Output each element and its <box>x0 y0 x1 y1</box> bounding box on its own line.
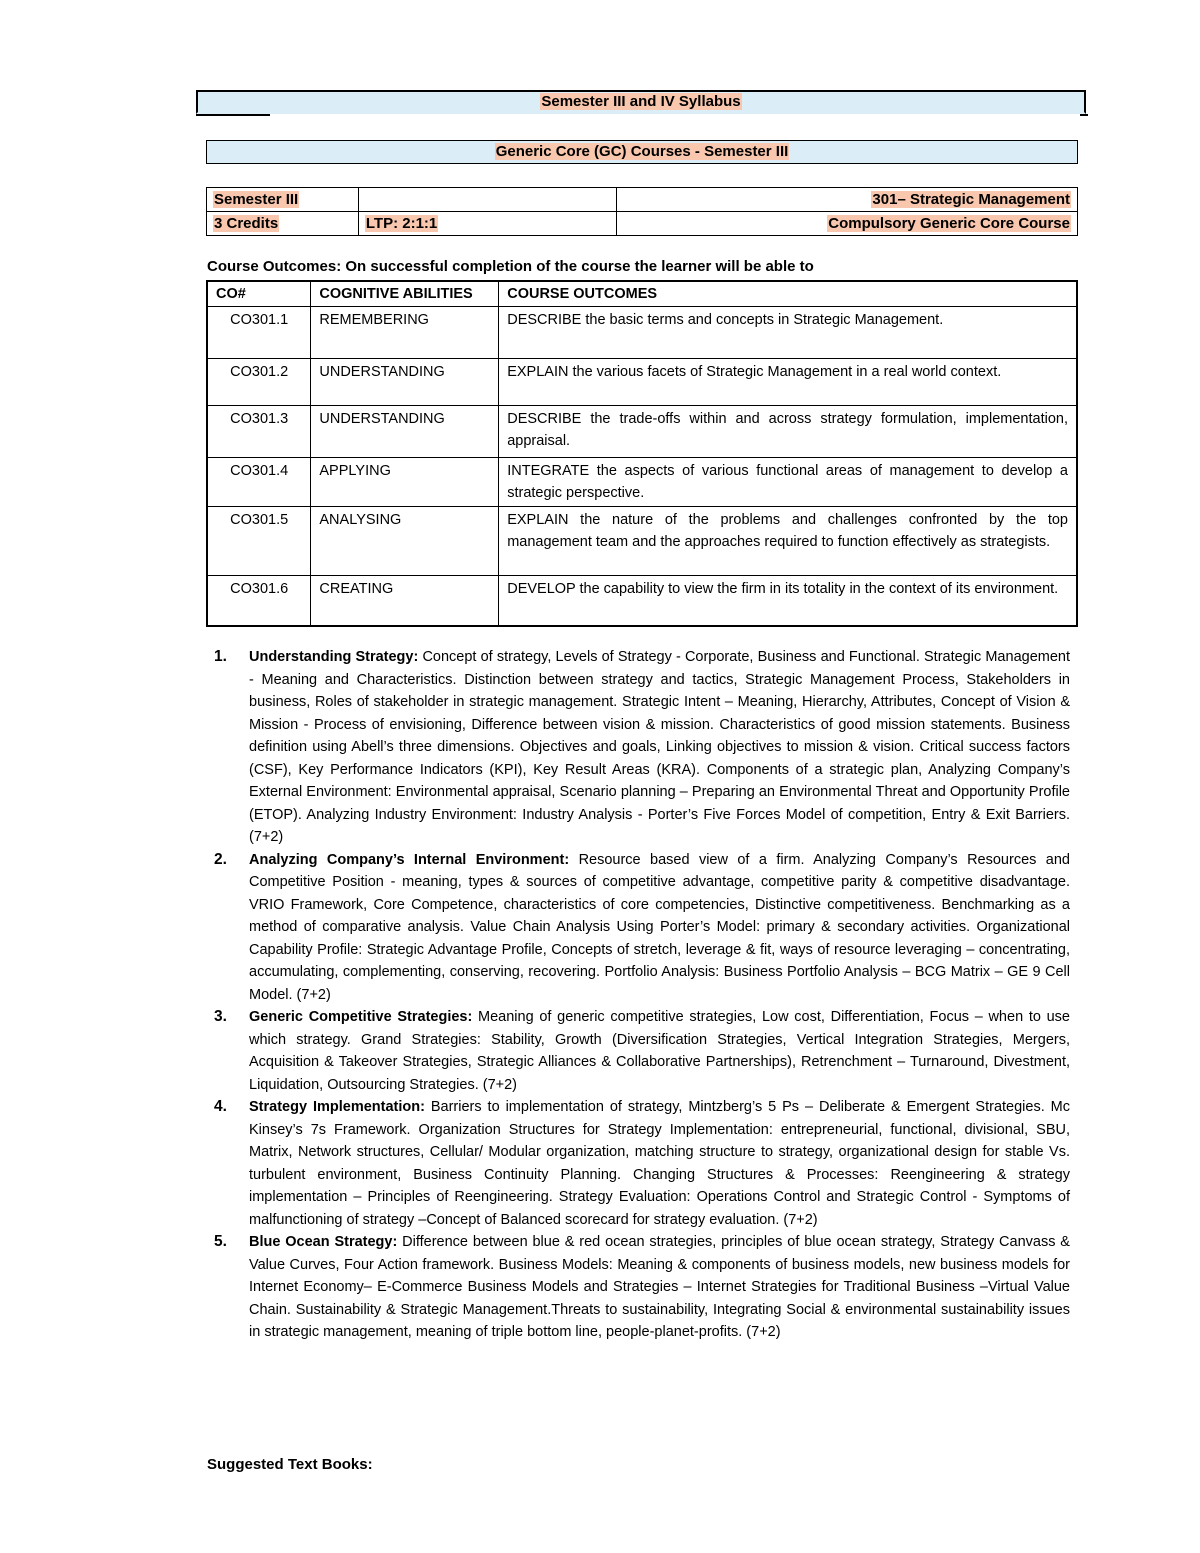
course-type-cell <box>616 212 1077 236</box>
unit-body: Concept of strategy, Levels of Strategy - Corporate, Business and Functional. Strategic Management - Meaning and Characteristics. Distinction between strategy and tactics, Strategic Management Process, Stakeholders in business, Roles of stakeholder in strategic management. Strategic Intent – Meaning, Hierarchy, Attributes, Concept of Vision & Mission - Process of envisioning, Difference between vision & mission. Characteristics of good mission statements. Business definition using Abell’s three dimensions. Objectives and goals, Linking objectives to mission & vision. Critical success factors (CSF), Key Performance Indicators (KPI), Key Result Areas (KRA). Components of a strategic plan, Analyzing Company’s External Environment: Environmental appraisal, Scenario planning – Preparing an Environmental Threat and Opportunity Profile (ETOP). Analyzing Industry Environment: Industry Analysis - Porter’s Five Forces Model of competition, Entry & Exit Barriers. (7+2) <box>249 649 1070 845</box>
table-row <box>207 307 1077 359</box>
co-ability: ANALYSING <box>311 507 499 576</box>
unit-title: Blue Ocean Strategy: <box>249 1234 398 1250</box>
unit-body: Resource based view of a firm. Analyzing Company’s Resources and Competitive Position - meaning, types & sources of competitive advantage, competitive parity & competitive disadvantage. VRIO Framework, Core Competence, characteristics of core competencies, Distinctive competitiveness. Benchmarking as a method of comparative analysis. Value Chain Analysis Using Porter’s Model: primary & secondary activities. Organizational Capability Profile: Strategic Advantage Profile, Concepts of stretch, leverage & fit, ways of resource leveraging – concentrating, accumulating, complementing, conserving, recovering. Portfolio Analysis: Business Portfolio Analysis – BCG Matrix – GE 9 Cell Model. (7+2) <box>249 851 1070 1003</box>
co-outcome: EXPLAIN the nature of the problems and challenges confronted by the top management team and the approaches required to function effectively as strategists. <box>499 507 1077 576</box>
syllabus-banner <box>196 90 1086 114</box>
outcomes-header-row <box>207 281 1077 307</box>
unit-title: Strategy Implementation: <box>249 1099 425 1115</box>
co-outcome: DEVELOP the capability to view the firm in its totality in the context of its environment. <box>499 576 1077 626</box>
unit-number: 4. <box>214 1098 227 1115</box>
course-info-table <box>206 187 1078 236</box>
co-number: CO301.1 <box>207 307 311 359</box>
header-ability: COGNITIVE ABILITIES <box>311 281 499 307</box>
course-outcomes-table <box>206 280 1078 627</box>
course-title-cell <box>616 188 1077 212</box>
section-bar <box>206 140 1078 164</box>
credits-label: 3 Credits <box>214 214 279 232</box>
unit-number: 2. <box>214 850 227 868</box>
banner-underline-right <box>1080 114 1088 116</box>
co-ability: REMEMBERING <box>311 307 499 359</box>
unit-title: Analyzing Company’s Internal Environment: <box>249 851 570 868</box>
list-item <box>214 1096 1070 1231</box>
ltp-label: LTP: 2:1:1 <box>365 214 438 232</box>
co-ability: UNDERSTANDING <box>311 359 499 406</box>
co-number: CO301.3 <box>207 406 311 458</box>
section-title: Generic Core (GC) Courses - Semester III <box>495 143 789 160</box>
co-outcome: EXPLAIN the various facets of Strategic Management in a real world context. <box>499 359 1077 406</box>
table-row <box>207 359 1077 406</box>
banner-underline-left <box>196 114 270 116</box>
semester-cell <box>207 188 359 212</box>
credits-cell <box>207 212 359 236</box>
course-title: 301– Strategic Management <box>872 190 1070 208</box>
unit-number: 1. <box>214 648 227 665</box>
table-row <box>207 406 1077 458</box>
unit-body: Difference between blue & red ocean strategies, principles of blue ocean strategy, Strategy Canvass & Value Curves, Four Action framework. Business Models: Meaning & components of business models, new business models for Internet Economy– E-Commerce Business Models and Strategies – Internet Strategies for Traditional Business –Virtual Value Chain. Sustainability & Strategic Management.Threats to sustainability, Integrating Social & environmental sustainability issues in strategic management, meaning of triple bottom line, people-planet-profits. (7+2) <box>249 1234 1070 1340</box>
table-row <box>207 507 1077 576</box>
semester-label: Semester III <box>214 190 299 208</box>
unit-body: Barriers to implementation of strategy, Mintzberg’s 5 Ps – Deliberate & Emergent Strategies. Mc Kinsey’s 7s Framework. Organization Structures for Strategy Implementation: entrepreneurial, functional, divisional, SBU, Matrix, Network structures, Cellular/ Modular organization, matching structure to strategy, organizational design for stable Vs. turbulent environment, Business Continuity Planning. Changing Structures & Processes: Reengineering & strategy implementation – Principles of Reengineering. Strategy Evaluation: Operations Control and Strategic Control - Symptoms of malfunctioning of strategy –Concept of Balanced scorecard for strategy evaluation. (7+2) <box>249 1099 1070 1228</box>
list-item <box>214 646 1070 849</box>
co-number: CO301.2 <box>207 359 311 406</box>
co-ability: UNDERSTANDING <box>311 406 499 458</box>
outcomes-caption: Course Outcomes: On successful completion of the course the learner will be able to <box>207 258 814 275</box>
course-info-row <box>207 212 1078 236</box>
course-info-row <box>207 188 1078 212</box>
syllabus-title: Semester III and IV Syllabus <box>541 93 741 110</box>
header-co: CO# <box>207 281 311 307</box>
co-ability: APPLYING <box>311 458 499 507</box>
syllabus-units-list <box>214 646 1070 1344</box>
table-row <box>207 458 1077 507</box>
unit-number: 3. <box>214 1008 227 1025</box>
co-number: CO301.5 <box>207 507 311 576</box>
empty-cell <box>358 188 616 212</box>
list-item <box>214 1231 1070 1344</box>
co-ability: CREATING <box>311 576 499 626</box>
unit-title: Generic Competitive Strategies: <box>249 1009 473 1025</box>
list-item <box>214 1006 1070 1096</box>
co-outcome: DESCRIBE the trade-offs within and across strategy formulation, implementation, appraisal. <box>499 406 1077 458</box>
ltp-cell <box>358 212 616 236</box>
suggested-books-heading: Suggested Text Books: <box>207 1456 373 1473</box>
co-number: CO301.4 <box>207 458 311 507</box>
unit-number: 5. <box>214 1233 227 1250</box>
course-type: Compulsory Generic Core Course <box>828 214 1070 232</box>
list-item <box>214 849 1070 1007</box>
unit-title: Understanding Strategy: <box>249 649 419 665</box>
co-outcome: DESCRIBE the basic terms and concepts in Strategic Management. <box>499 307 1077 359</box>
unit-body: Meaning of generic competitive strategies, Low cost, Differentiation, Focus – when to use which strategy. Grand Strategies: Stability, Growth (Diversification Strategies, Vertical Integration Strategies, Mergers, Acquisition & Takeover Strategies, Strategic Alliances & Collaborative Partnerships), Retrenchment – Turnaround, Divestment, Liquidation, Outsourcing Strategies. (7+2) <box>249 1009 1070 1093</box>
table-row <box>207 576 1077 626</box>
header-outcome: COURSE OUTCOMES <box>499 281 1077 307</box>
co-number: CO301.6 <box>207 576 311 626</box>
co-outcome: INTEGRATE the aspects of various functional areas of management to develop a strategic perspective. <box>499 458 1077 507</box>
